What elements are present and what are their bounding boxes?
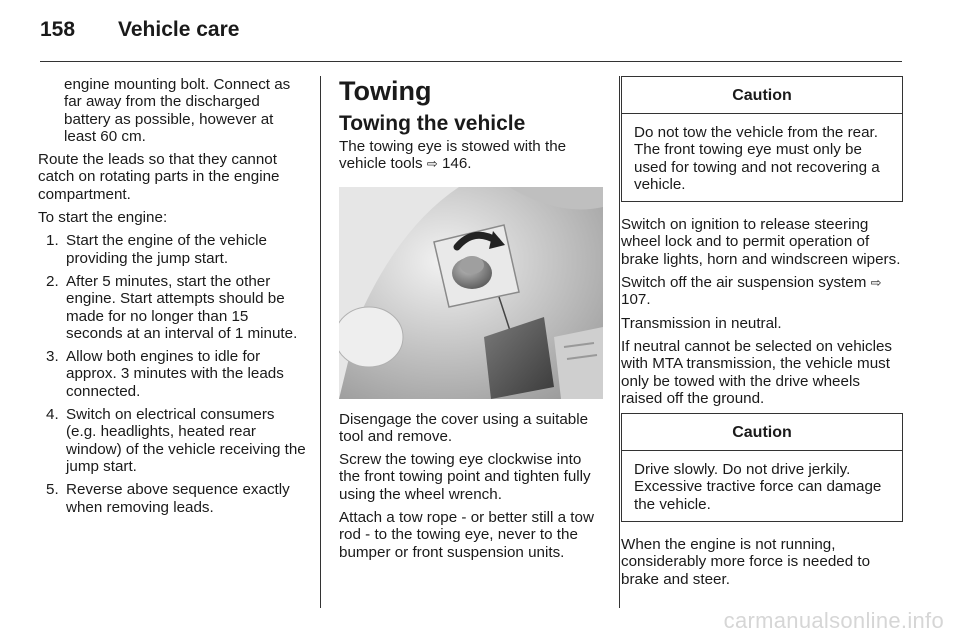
step-text: Allow both engines to idle for approx. 3 minutes with the leads connected. xyxy=(66,348,284,400)
step-number: 1. xyxy=(46,232,59,250)
step-number: 3. xyxy=(46,348,59,366)
page-ref: 107. xyxy=(621,291,651,309)
column-3 xyxy=(621,76,903,594)
page-header xyxy=(40,18,920,48)
step-number: 4. xyxy=(46,406,59,424)
caution-text: Drive slowly. Do not drive jerkily. Excessive tractive force can damage the vehicle. xyxy=(634,461,882,513)
paragraph: Route the leads so that they cannot catch on rotating parts in the engine compartment. xyxy=(38,151,280,203)
column-divider xyxy=(320,76,321,608)
list-item xyxy=(38,481,308,516)
paragraph: Transmission in neutral. xyxy=(621,314,782,332)
column-2 xyxy=(339,76,603,567)
paragraph: To start the engine: xyxy=(38,209,168,227)
paragraph: Switch off the air suspension system ⇨ 107. xyxy=(621,274,882,309)
section-title: Vehicle care xyxy=(118,18,240,41)
steps-list xyxy=(38,232,308,515)
column-divider xyxy=(619,76,620,608)
step-text: Reverse above sequence exactly when removing leads. xyxy=(66,481,290,516)
paragraph: Attach a tow rope - or better still a tow rod - to the towing eye, never to the bumper or front suspension units. xyxy=(339,509,594,561)
caution-title: Caution xyxy=(622,77,902,114)
caution-box xyxy=(621,413,903,522)
caution-text: Do not tow the vehicle from the rear. The front towing eye must only be used for towing and not recovering a vehicle. xyxy=(634,124,880,193)
step-text: Switch on electrical consumers (e.g. headlights, heated rear window) of the vehicle receiving the jump start. xyxy=(66,406,306,475)
subheading-towing-vehicle: Towing the vehicle xyxy=(339,112,526,135)
paragraph: When the engine is not running, considerably more force is needed to brake and steer. xyxy=(621,536,871,588)
intro-paragraph: The towing eye is stowed with the vehicle tools ⇨ 146. xyxy=(339,138,567,173)
step-number: 5. xyxy=(46,481,59,499)
heading-towing: Towing xyxy=(339,76,432,106)
list-item xyxy=(38,348,308,400)
list-item xyxy=(38,406,308,475)
towing-eye-illustration xyxy=(339,187,603,399)
paragraph: Disengage the cover using a suitable tool and remove. xyxy=(339,410,589,445)
continued-text: engine mounting bolt. Connect as far away from the discharged battery as possible, however at least 60 cm. xyxy=(64,76,291,145)
list-item xyxy=(38,232,308,267)
header-rule xyxy=(40,61,902,62)
page-number: 158 xyxy=(40,18,76,41)
watermark: carmanualsonline.info xyxy=(723,608,944,633)
page-ref: 146. xyxy=(441,155,472,173)
page-ref-arrow-icon: ⇨ xyxy=(426,156,438,172)
towing-eye-image xyxy=(339,187,603,399)
page-ref-arrow-icon: ⇨ xyxy=(870,275,882,291)
caution-box xyxy=(621,76,903,202)
paragraph: Switch on ignition to release steering wheel lock and to permit operation of brake lights, horn and windscreen wipers. xyxy=(621,216,901,268)
column-1 xyxy=(38,76,308,522)
step-text: Start the engine of the vehicle providing the jump start. xyxy=(66,232,267,267)
step-text: After 5 minutes, start the other engine. Start attempts should be made for no longer than 15 seconds at an interval of 1 minute. xyxy=(66,272,298,342)
paragraph: If neutral cannot be selected on vehicles with MTA transmission, the vehicle must only be towed with the drive wheels raised off the ground. xyxy=(621,337,893,407)
paragraph: Screw the towing eye clockwise into the front towing point and tighten fully using the wheel wrench. xyxy=(339,451,591,503)
list-item xyxy=(38,273,308,342)
step-number: 2. xyxy=(46,272,59,290)
caution-title: Caution xyxy=(622,414,902,451)
